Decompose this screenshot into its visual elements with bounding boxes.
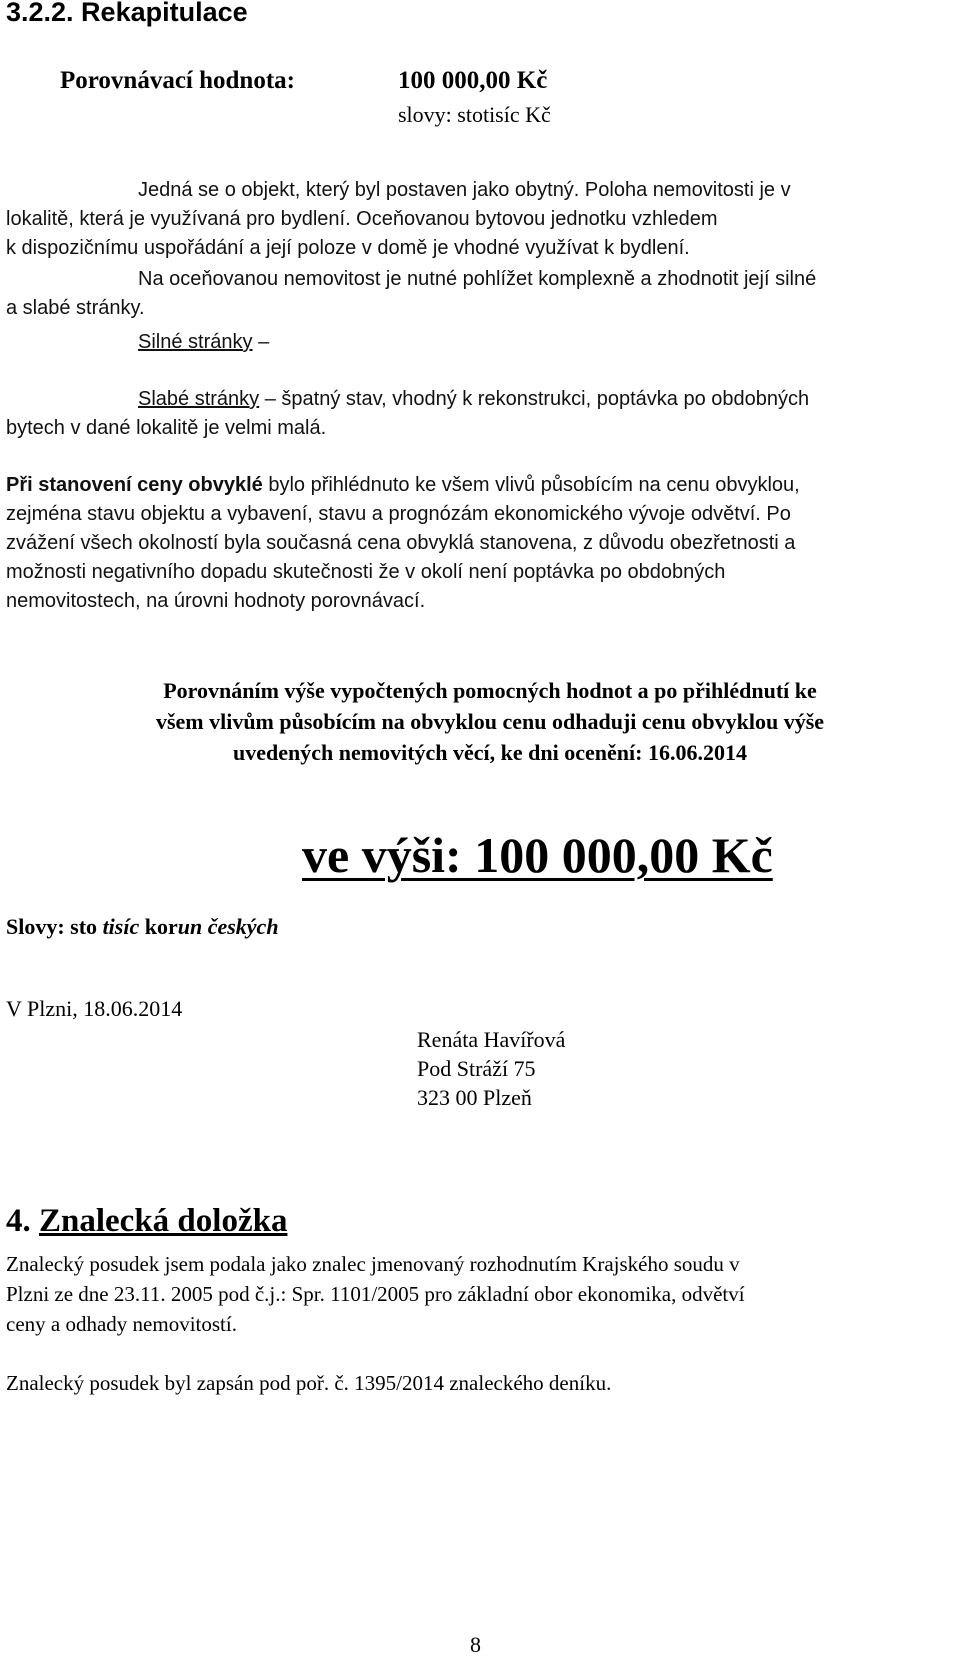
clause-paragraph-line-1: Znalecký posudek jsem podala jako znalec jmenovaný rozhodnutím Krajského soudu v [6, 1252, 740, 1276]
clause-heading [6, 1203, 287, 1240]
object-paragraph-line-3: k dispozičnímu uspořádání a její poloze v domě je vhodné využívat k bydlení. [6, 237, 690, 259]
price-paragraph-line-1 [6, 471, 956, 500]
price-paragraph-line-4: možnosti negativního dopadu skutečnosti že v okolí není poptávka po obdobných [6, 561, 726, 583]
comparison-value: 100 000,00 Kč [398, 67, 548, 94]
conclusion-line-2: všem vlivům působícím na obvyklou cenu odhaduji cenu obvyklou výše [155, 709, 825, 734]
words-part-a: Slovy: sto [6, 914, 103, 939]
strengths-label: Silné stránky [138, 331, 253, 353]
final-value: ve výši: 100 000,00 Kč [302, 827, 773, 883]
price-paragraph-bold-lead: Při stanovení ceny obvyklé [6, 474, 263, 496]
conclusion-line-1: Porovnáním výše vypočtených pomocných hodnot a po přihlédnutí ke [163, 678, 817, 703]
complex-paragraph-line-1 [6, 265, 956, 294]
price-paragraph-line-2: zejména stavu objektu a vybavení, stavu a prognózám ekonomického vývoje odvětví. Po [6, 503, 791, 525]
weaknesses-label: Slabé stránky [138, 388, 260, 410]
strengths-line [6, 328, 956, 357]
words-part-d: un českých [177, 914, 279, 939]
strengths-dash: – [258, 331, 270, 353]
weaknesses-text-1: – špatný stav, vhodný k rekonstrukci, poptávka po obdobných [264, 388, 810, 410]
value-in-words [6, 914, 279, 940]
conclusion-block [60, 675, 920, 768]
price-paragraph-text-1: bylo přihlédnuto ke všem vlivů působícím na cenu obvyklou, [262, 474, 800, 496]
object-paragraph-line-2: lokalitě, která je využívaná pro bydlení. Oceňovanou bytovou jednotku vzhledem [6, 208, 718, 230]
complex-paragraph-line-2: a slabé stránky. [6, 297, 145, 319]
clause-number: 4. [6, 1203, 31, 1239]
page-number: 8 [470, 1632, 481, 1657]
signature-city: 323 00 Plzeň [417, 1085, 532, 1110]
place-date: V Plzni, 18.06.2014 [6, 996, 183, 1021]
words-part-b: tisíc [102, 914, 140, 939]
object-paragraph-text-1: Jedná se o objekt, který byl postaven jako obytný. Poloha nemovitosti je v [138, 179, 791, 201]
conclusion-line-3: uvedených nemovitých věcí, ke dni ocenění: 16.06.2014 [233, 740, 747, 765]
weaknesses-line-1 [6, 385, 956, 414]
signature-street: Pod Stráží 75 [417, 1056, 536, 1081]
comparison-in-words: slovy: stotisíc Kč [398, 102, 551, 127]
comparison-label: Porovnávací hodnota: [60, 67, 295, 94]
complex-paragraph-text-1: Na oceňovanou nemovitost je nutné pohlížet komplexně a zhodnotit její silné [138, 268, 817, 290]
clause-paragraph-2: Znalecký posudek byl zapsán pod poř. č. 1395/2014 znaleckého deníku. [6, 1371, 612, 1395]
clause-paragraph-line-2: Plzni ze dne 23.11. 2005 pod č.j.: Spr. 1101/2005 pro základní obor ekonomika, odvětví [6, 1282, 745, 1306]
object-paragraph-line-1 [6, 176, 956, 205]
words-part-c: kor [139, 914, 178, 939]
clause-title: Znalecká doložka [39, 1203, 288, 1239]
price-paragraph-line-5: nemovitostech, na úrovni hodnoty porovnávací. [6, 590, 426, 612]
weaknesses-line-2: bytech v dané lokalitě je velmi malá. [6, 417, 327, 439]
signature-name: Renáta Havířová [417, 1027, 566, 1052]
section-heading: 3.2.2. Rekapitulace [6, 0, 248, 27]
clause-paragraph-line-3: ceny a odhady nemovitostí. [6, 1312, 237, 1336]
price-paragraph-line-3: zvážení všech okolností byla současná cena obvyklá stanovena, z důvodu obezřetnosti a [6, 532, 796, 554]
